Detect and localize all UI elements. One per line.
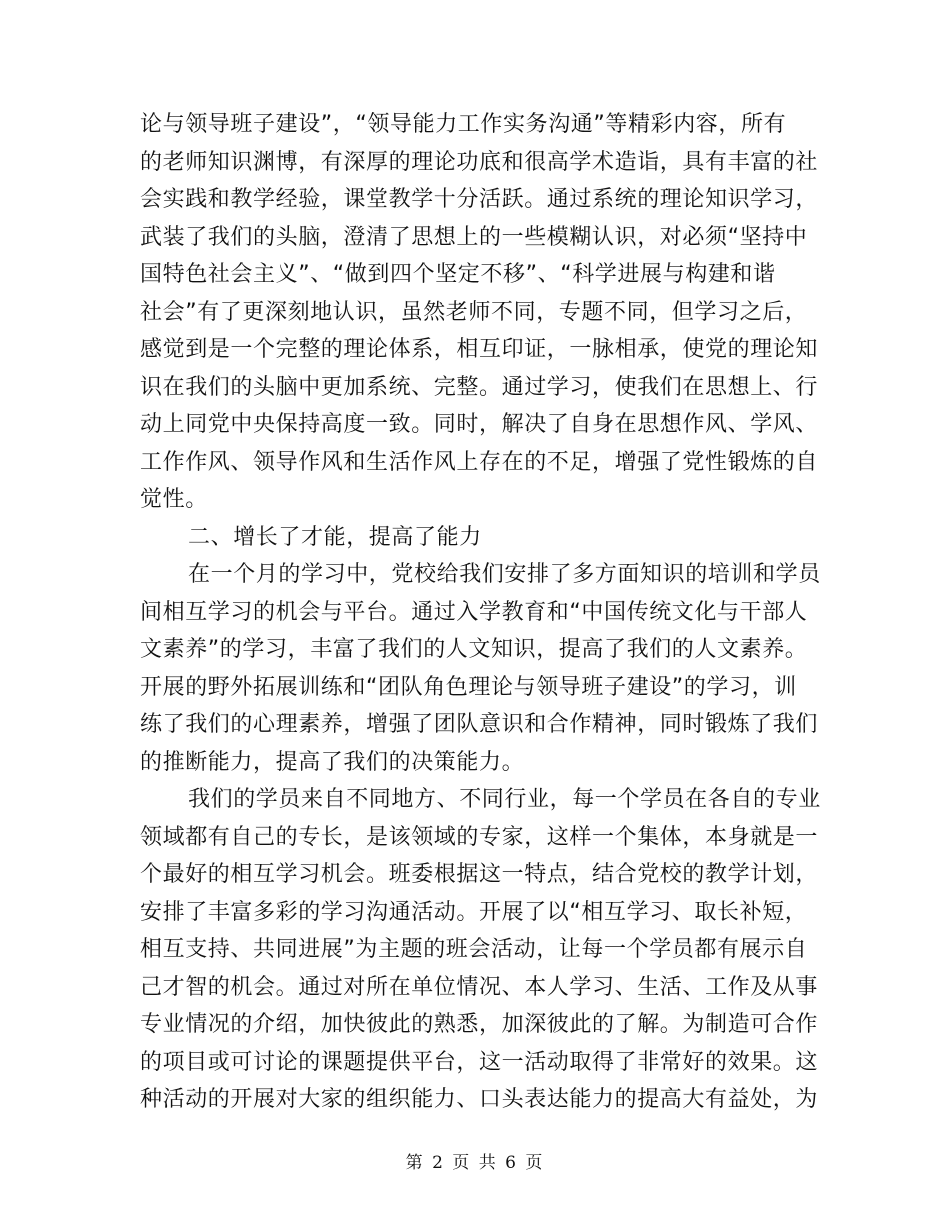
body-line: 国特色社会主义”、“做到四个坚定不移”、“科学进展与构建和谐 [140, 262, 776, 287]
section-heading: 二、增长了才能，提高了能力 [188, 525, 482, 550]
body-line: 武装了我们的头脑，澄清了思想上的一些模糊认识，对必须“坚持中 [140, 225, 808, 250]
body-line: 安排了丰富多彩的学习沟通活动。开展了以“相互学习、取长补短， [140, 900, 808, 925]
body-line: 我们的学员来自不同地方、不同行业，每一个学员在各自的专业 [188, 787, 821, 812]
body-line: 工作作风、领导作风和生活作风上存在的不足，增强了党性锻炼的自 [140, 450, 819, 475]
page-number-footer: 第 2 页 共 6 页 [405, 1153, 545, 1173]
body-line: 论与领导班子建设”，“领导能力工作实务沟通”等精彩内容，所有 [140, 112, 787, 137]
body-line: 种活动的开展对大家的组织能力、口头表达能力的提高大有益处，为 [140, 1087, 819, 1112]
body-line: 练了我们的心理素养，增强了团队意识和合作精神，同时锻炼了我们 [140, 712, 819, 737]
body-line: 觉性。 [140, 487, 208, 512]
body-line: 间相互学习的机会与平台。通过入学教育和“中国传统文化与干部人 [140, 600, 808, 625]
body-line: 的老师知识渊博，有深厚的理论功底和很高学术造诣，具有丰富的社 [140, 150, 819, 175]
body-line: 感觉到是一个完整的理论体系，相互印证，一脉相承，使党的理论知 [140, 337, 819, 362]
body-line: 的项目或可讨论的课题提供平台，这一活动取得了非常好的效果。这 [140, 1050, 819, 1075]
body-line: 专业情况的介绍，加快彼此的熟悉，加深彼此的了解。为制造可合作 [140, 1012, 819, 1037]
body-line: 在一个月的学习中，党校给我们安排了多方面知识的培训和学员 [188, 562, 821, 587]
body-line: 相互支持、共同进展”为主题的班会活动，让每一个学员都有展示自 [140, 937, 808, 962]
body-line: 领域都有自己的专长，是该领域的专家，这样一个集体，本身就是一 [140, 825, 819, 850]
body-line: 会实践和教学经验，课堂教学十分活跃。通过系统的理论知识学习， [140, 187, 819, 212]
body-line: 动上同党中央保持高度一致。同时，解决了自身在思想作风、学风、 [140, 412, 819, 437]
body-line: 的推断能力，提高了我们的决策能力。 [140, 750, 525, 775]
body-line: 识在我们的头脑中更加系统、完整。通过学习，使我们在思想上、行 [140, 375, 819, 400]
body-line: 己才智的机会。通过对所在单位情况、本人学习、生活、工作及从事 [140, 975, 819, 1000]
body-line: 开展的野外拓展训练和“团队角色理论与领导班子建设”的学习，训 [140, 675, 797, 700]
body-line: 个最好的相互学习机会。班委根据这一特点，结合党校的教学计划， [140, 862, 819, 887]
body-line: 文素养”的学习，丰富了我们的人文知识，提高了我们的人文素养。 [140, 637, 808, 662]
body-line: 社会”有了更深刻地认识，虽然老师不同，专题不同，但学习之后， [140, 300, 808, 325]
